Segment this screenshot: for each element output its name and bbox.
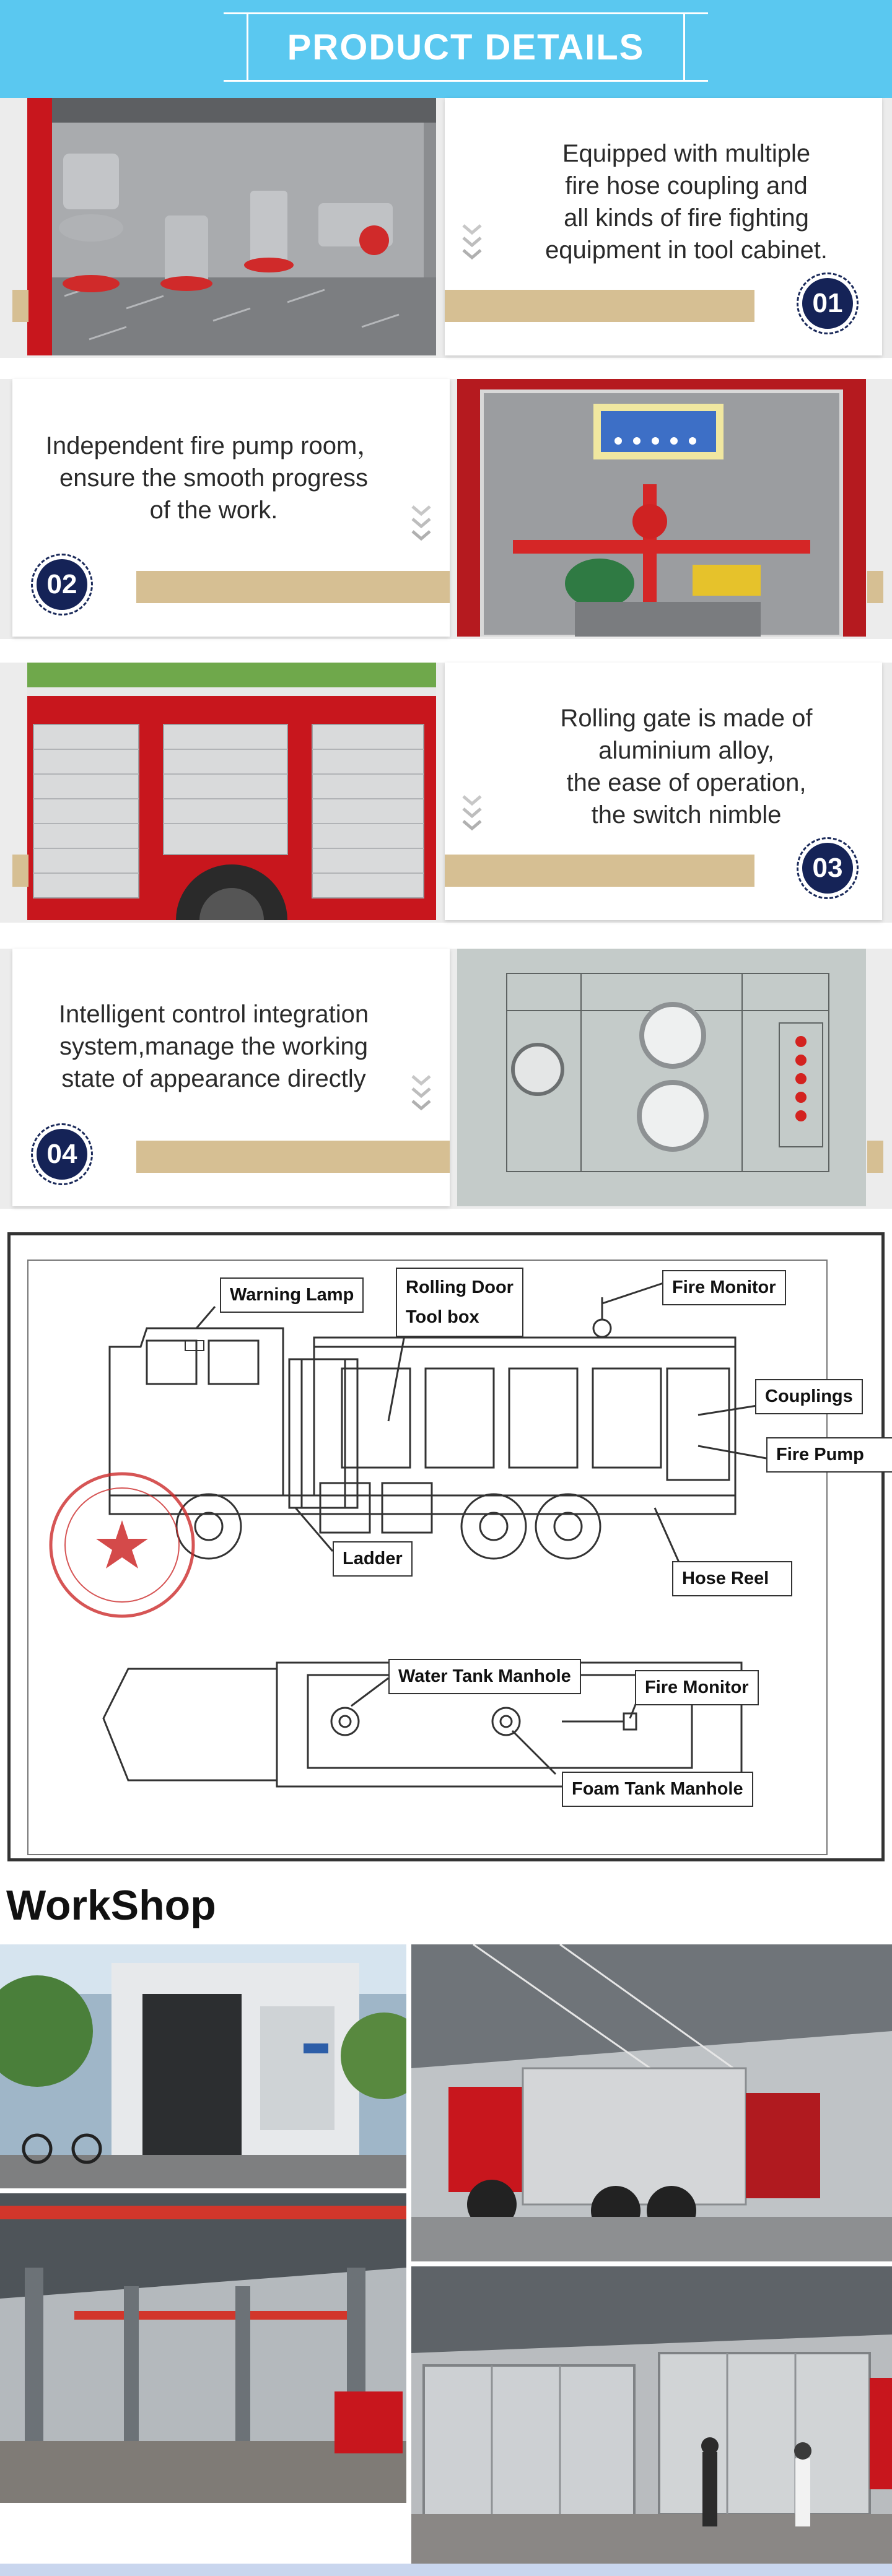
feature-text-01 bbox=[501, 137, 872, 266]
chevron-down-icon bbox=[460, 793, 484, 836]
workshop-photo-hall bbox=[0, 2193, 406, 2503]
tool-cabinet-photo bbox=[27, 98, 436, 355]
label-ladder: Ladder bbox=[333, 1541, 413, 1577]
feature-03-line-4: the switch nimble bbox=[591, 801, 782, 829]
feature-03-line-3: the ease of operation, bbox=[566, 769, 807, 796]
label-fire-monitor-top: Fire Monitor bbox=[662, 1270, 786, 1305]
feature-badge-01 bbox=[797, 272, 859, 334]
feature-02-line-1: Independent fire pump room， bbox=[45, 432, 382, 459]
feature-row-03 bbox=[0, 663, 892, 923]
label-rolling-door bbox=[396, 1268, 523, 1337]
feature-text-03 bbox=[501, 702, 872, 831]
label-tool-box-text: Tool box bbox=[406, 1307, 479, 1327]
workshop-photo-trucks bbox=[411, 1944, 892, 2261]
truck-structure-diagram bbox=[7, 1232, 885, 1861]
feature-row-02 bbox=[0, 379, 892, 639]
feature-04-line-3: state of appearance directly bbox=[61, 1065, 366, 1092]
rolling-gate-photo bbox=[27, 663, 436, 920]
chevron-down-icon bbox=[409, 1073, 434, 1116]
feature-number-02: 02 bbox=[37, 559, 87, 610]
feature-badge-02 bbox=[31, 554, 93, 616]
feature-01-line-3: all kinds of fire fighting bbox=[564, 204, 809, 232]
feature-03-line-1: Rolling gate is made of bbox=[560, 705, 813, 732]
feature-02-line-2: ensure the smooth progress bbox=[59, 464, 369, 492]
feature-badge-04 bbox=[31, 1123, 93, 1185]
bottom-band bbox=[0, 2564, 892, 2576]
label-hose-reel: Hose Reel bbox=[672, 1561, 792, 1596]
feature-number-03: 03 bbox=[802, 843, 853, 894]
ribbon-edge-right-02 bbox=[867, 571, 883, 603]
feature-row-04 bbox=[0, 949, 892, 1209]
control-panel-photo bbox=[457, 949, 866, 1206]
feature-number-04: 04 bbox=[37, 1129, 87, 1180]
feature-text-02 bbox=[25, 430, 403, 526]
feature-02-line-3: of the work. bbox=[149, 497, 278, 524]
product-details-header bbox=[0, 0, 892, 98]
chevron-down-icon bbox=[409, 503, 434, 546]
label-fire-pump: Fire Pump bbox=[766, 1437, 892, 1473]
feature-ribbon-04 bbox=[136, 1141, 450, 1173]
ribbon-edge-left-03 bbox=[12, 855, 28, 887]
feature-badge-03 bbox=[797, 837, 859, 899]
label-warning-lamp: Warning Lamp bbox=[220, 1277, 364, 1313]
feature-04-line-1: Intelligent control integration bbox=[58, 1001, 369, 1028]
feature-card-04 bbox=[12, 949, 450, 1206]
label-water-tank-manhole: Water Tank Manhole bbox=[388, 1659, 581, 1694]
header-title-frame bbox=[247, 12, 685, 82]
chevron-down-icon bbox=[460, 222, 484, 265]
feature-03-line-2: aluminium alloy, bbox=[598, 737, 774, 764]
label-fire-monitor-bottom: Fire Monitor bbox=[635, 1670, 759, 1705]
feature-ribbon-02 bbox=[136, 571, 450, 603]
ribbon-edge-right-04 bbox=[867, 1141, 883, 1173]
workshop-photo-entrance bbox=[0, 1944, 406, 2188]
feature-ribbon-03 bbox=[445, 855, 754, 887]
feature-01-line-4: equipment in tool cabinet. bbox=[545, 237, 828, 264]
feature-04-line-2: system,manage the working bbox=[59, 1033, 368, 1060]
feature-row-01 bbox=[0, 98, 892, 358]
feature-text-04 bbox=[25, 998, 403, 1095]
page-title: PRODUCT DETAILS bbox=[287, 27, 645, 67]
feature-card-02 bbox=[12, 379, 450, 637]
ribbon-edge-left-01 bbox=[12, 290, 28, 322]
workshop-photo-frames bbox=[411, 2266, 892, 2564]
fire-pump-room-photo bbox=[457, 379, 866, 637]
label-rolling-door-text: Rolling Door bbox=[406, 1277, 514, 1297]
feature-01-line-1: Equipped with multiple bbox=[562, 140, 811, 167]
workshop-title: WorkShop bbox=[6, 1882, 216, 1929]
feature-card-03 bbox=[445, 663, 882, 920]
feature-01-line-2: fire hose coupling and bbox=[565, 172, 808, 199]
feature-ribbon-01 bbox=[445, 290, 754, 322]
feature-card-01 bbox=[445, 98, 882, 355]
label-couplings: Couplings bbox=[755, 1379, 863, 1414]
feature-number-01: 01 bbox=[802, 278, 853, 329]
label-foam-tank-manhole: Foam Tank Manhole bbox=[562, 1772, 753, 1807]
